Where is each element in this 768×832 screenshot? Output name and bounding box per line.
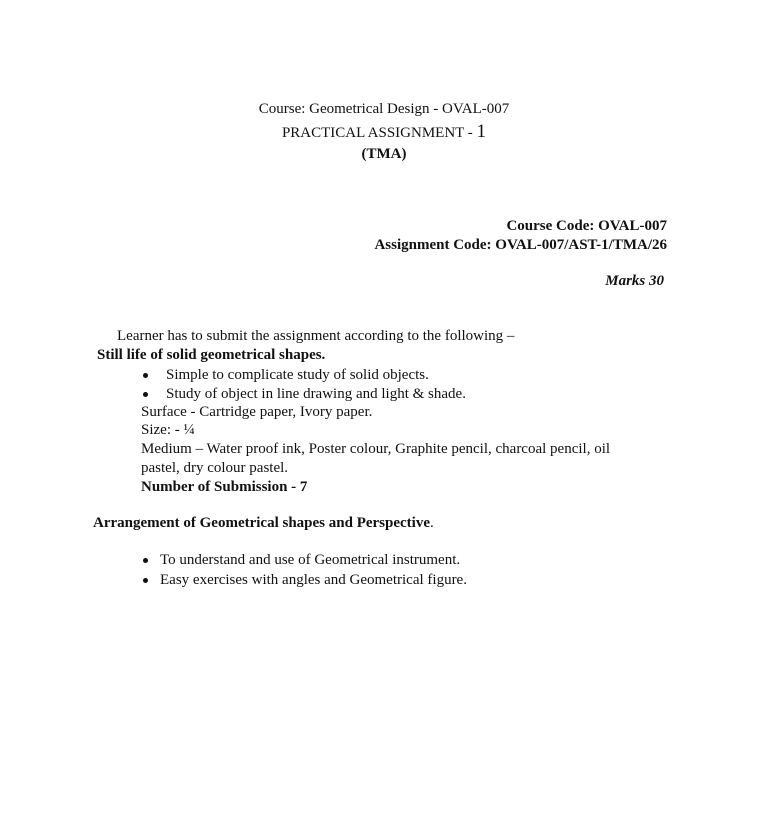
section2-heading-text: Arrangement of Geometrical shapes and Perspective bbox=[93, 515, 431, 531]
section2-heading bbox=[93, 514, 434, 533]
course-title bbox=[0, 100, 768, 119]
list-item-text: Simple to complicate study of solid objects. bbox=[166, 367, 429, 383]
section2-heading-suffix: . bbox=[430, 515, 434, 531]
marks: Marks 30 bbox=[605, 273, 664, 289]
list-item-text: Easy exercises with angles and Geometrical figure. bbox=[160, 572, 467, 588]
submission-count: Number of Submission - 7 bbox=[141, 479, 308, 495]
assignment-title bbox=[0, 122, 768, 143]
assignment-number: 1 bbox=[476, 121, 487, 142]
bullet-icon bbox=[143, 558, 148, 563]
bullet-icon bbox=[143, 392, 148, 397]
list-item-text: To understand and use of Geometrical instrument. bbox=[160, 552, 461, 568]
tma-text: (TMA) bbox=[361, 146, 407, 162]
list-item-text: Study of object in line drawing and light & shade. bbox=[166, 386, 466, 402]
assignment-prefix: PRACTICAL ASSIGNMENT - bbox=[281, 125, 477, 141]
tma-label bbox=[0, 145, 768, 164]
assignment-code: Assignment Code: OVAL-007/AST-1/TMA/26 bbox=[374, 237, 667, 253]
medium-text-line1: Medium – Water proof ink, Poster colour, Graphite pencil, charcoal pencil, oil bbox=[141, 441, 611, 457]
size-text: Size: - ¼ bbox=[141, 422, 195, 438]
bullet-icon bbox=[143, 578, 148, 583]
bullet-icon bbox=[143, 373, 148, 378]
intro-text: Learner has to submit the assignment according to the following – bbox=[117, 328, 515, 344]
course-code: Course Code: OVAL-007 bbox=[506, 218, 667, 234]
medium-text-line2: pastel, dry colour pastel. bbox=[141, 460, 289, 476]
course-line: Course: Geometrical Design - OVAL-007 bbox=[258, 101, 510, 117]
surface-text: Surface - Cartridge paper, Ivory paper. bbox=[141, 404, 373, 420]
section1-heading: Still life of solid geometrical shapes. bbox=[97, 347, 326, 363]
